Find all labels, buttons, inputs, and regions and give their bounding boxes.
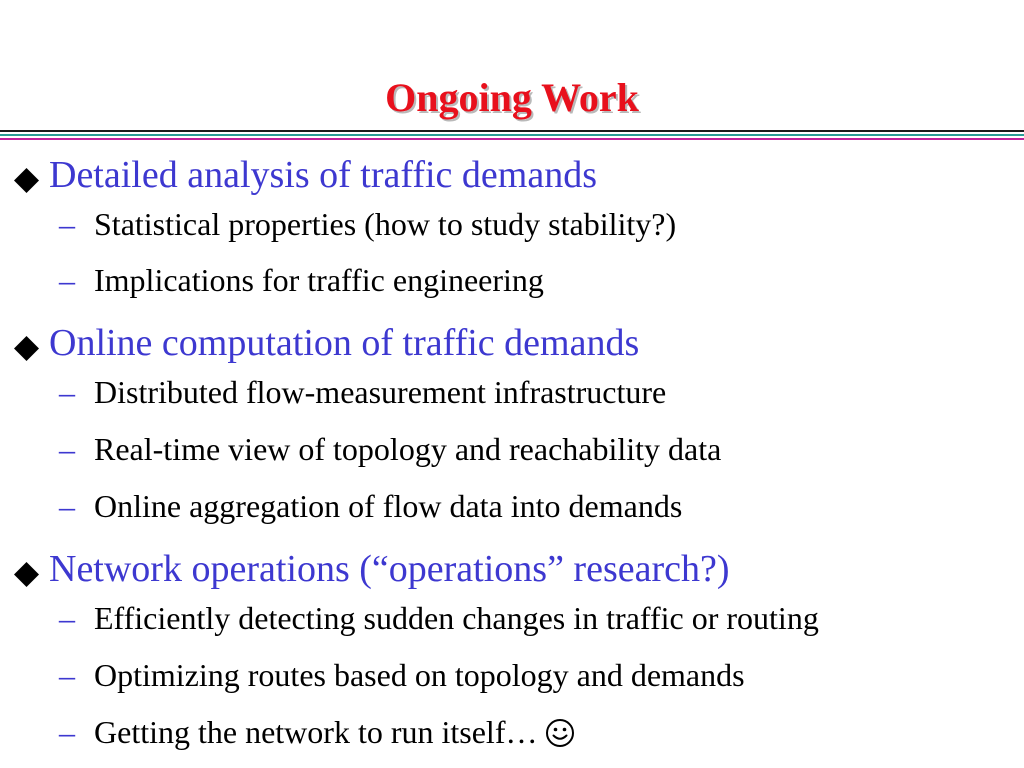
sub-bullet-marker: – xyxy=(59,600,75,636)
diamond-icon xyxy=(14,562,39,587)
sub-bullet-text: Efficiently detecting sudden changes in traffic or routing xyxy=(94,600,819,636)
sub-bullet-text: Optimizing routes based on topology and demands xyxy=(94,657,745,693)
sub-bullet-item xyxy=(59,430,721,468)
sub-bullet-item xyxy=(59,713,575,751)
sub-bullet-marker: – xyxy=(59,488,75,524)
sub-bullet-marker: – xyxy=(59,374,75,410)
sub-bullet-marker: – xyxy=(59,206,75,242)
sub-bullet-text: Statistical properties (how to study stability?) xyxy=(94,206,677,242)
sub-bullet-text: Real-time view of topology and reachability data xyxy=(94,431,722,467)
diamond-icon xyxy=(14,168,39,193)
bullet-text: Network operations (“operations” research?) xyxy=(49,548,730,590)
sub-bullet-item xyxy=(59,656,745,694)
sub-bullet-item xyxy=(59,599,819,637)
bullet-text: Detailed analysis of traffic demands xyxy=(49,154,597,196)
sub-bullet-marker: – xyxy=(59,431,75,467)
slide-title: Ongoing Work xyxy=(385,75,639,120)
sub-bullet-text: Getting the network to run itself… xyxy=(94,714,538,750)
sub-bullet-text: Implications for traffic engineering xyxy=(94,262,544,298)
sub-bullet-item xyxy=(59,373,666,411)
bullet-text: Online computation of traffic demands xyxy=(49,322,640,364)
sub-bullet-marker: – xyxy=(59,657,75,693)
sub-bullet-marker: – xyxy=(59,262,75,298)
sub-bullet-item xyxy=(59,205,676,243)
sub-bullet-marker: – xyxy=(59,714,75,750)
sub-bullet-item xyxy=(59,487,682,525)
smiley-face-icon xyxy=(545,718,575,748)
diamond-icon xyxy=(14,336,39,361)
sub-bullet-text: Online aggregation of flow data into demands xyxy=(94,488,683,524)
sub-bullet-text: Distributed flow-measurement infrastructure xyxy=(94,374,667,410)
sub-bullet-item xyxy=(59,261,544,299)
